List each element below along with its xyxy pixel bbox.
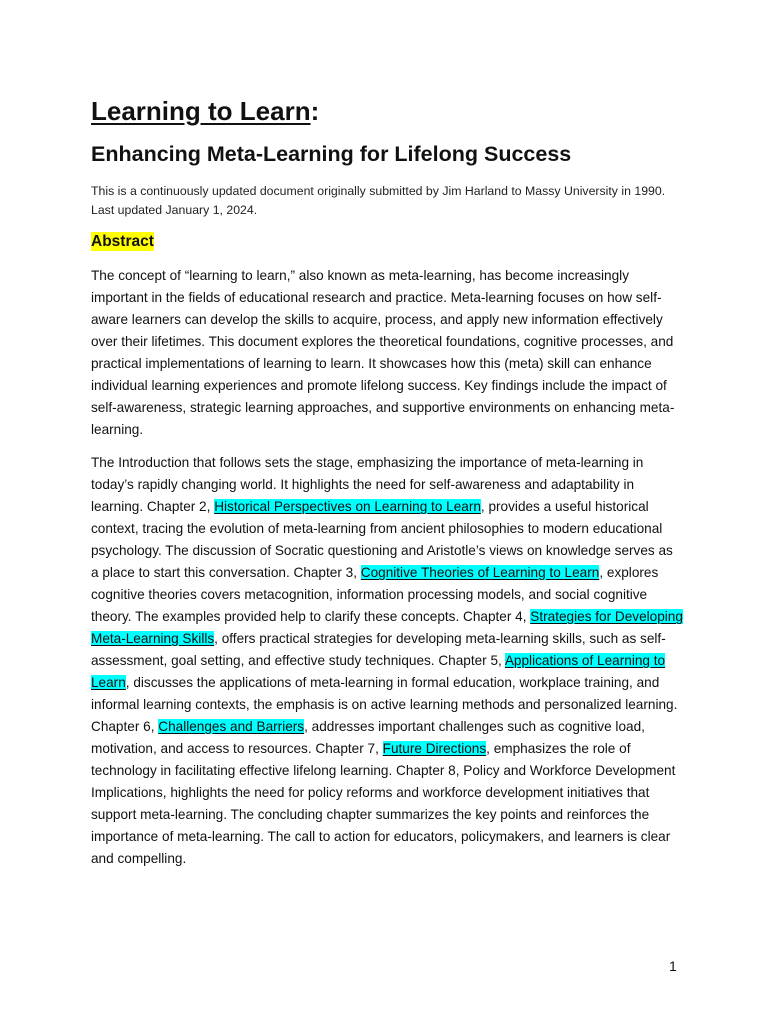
chapter-7-link[interactable]: Future Directions [382,741,487,756]
intro-text-1: The Introduction that follows sets the stage, emphasizing the importance of meta-learning in today’s rapidly changing world. It highlights the need for self-awareness and adaptability in learning. Chapter 2, [91,455,644,514]
intro-text-4: , offers practical strategies for developing meta-learning skills, such as self-assessment, goal setting, and effective study techniques. Chapter 5, [91,631,666,668]
title-colon: : [310,96,320,126]
meta-line-2: Last updated January 1, 2024. [91,203,258,217]
abstract-heading-text: Abstract [91,233,154,250]
introduction-paragraph [91,452,683,870]
chapter-2-link[interactable]: Historical Perspectives on Learning to Learn [214,499,481,514]
document-meta [91,182,691,220]
abstract-heading [91,230,154,254]
document-title [91,94,319,128]
abstract-paragraph: The concept of “learning to learn,” also known as meta-learning, has become increasingly important in the fields of educational research and practice. Meta-learning focuses on how self-aware learners can develop the skills to acquire, process, and apply new information effectively over their lifetimes. This document explores the theoretical foundations, cognitive processes, and practical implementations of learning to learn. It showcases how this (meta) skill can enhance individual learning experiences and promote lifelong success. Key findings include the impact of self-awareness, strategic learning approaches, and supportive environments on enhancing meta-learning. [91,268,675,437]
chapter-6-link[interactable]: Challenges and Barriers [158,719,305,734]
meta-line-1: This is a continuously updated document originally submitted by Jim Harland to Massy University in 1990. [91,184,666,198]
intro-text-3: , explores cognitive theories covers metacognition, information processing models, and social cognitive theory. The examples provided help to clarify these concepts. Chapter 4, [91,565,659,624]
intro-text-5: , discusses the applications of meta-learning in formal education, workplace training, and informal learning contexts, the emphasis is on active learning methods and personalized learning. Chapter 6, [91,675,678,734]
chapter-3-link[interactable]: Cognitive Theories of Learning to Learn [360,565,600,580]
title-main-text: Learning to Learn [91,96,311,126]
document-subtitle: Enhancing Meta-Learning for Lifelong Success [91,142,572,166]
intro-text-6: , addresses important challenges such as cognitive load, motivation, and access to resources. Chapter 7, [91,719,645,756]
chapter-5-link[interactable]: Applications of Learning to Learn [91,653,666,690]
page-number: 1 [669,958,677,974]
intro-text-7: , emphasizes the role of technology in facilitating effective lifelong learning. Chapter 8, Policy and Workforce Development Implications, highlights the need for policy reforms and workforce development initiatives that support meta-learning. The concluding chapter summarizes the key points and reinforces the importance of meta-learning. The call to action for educators, policymakers, and learners is clear and compelling. [91,741,676,866]
intro-text-2: , provides a useful historical context, tracing the evolution of meta-learning from ancient philosophies to modern educational psychology. The discussion of Socratic questioning and Aristotle’s views on knowledge serves as a place to start this conversation. Chapter 3, [91,499,673,580]
chapter-4-link[interactable]: Strategies for Developing Meta-Learning Skills [91,609,683,646]
